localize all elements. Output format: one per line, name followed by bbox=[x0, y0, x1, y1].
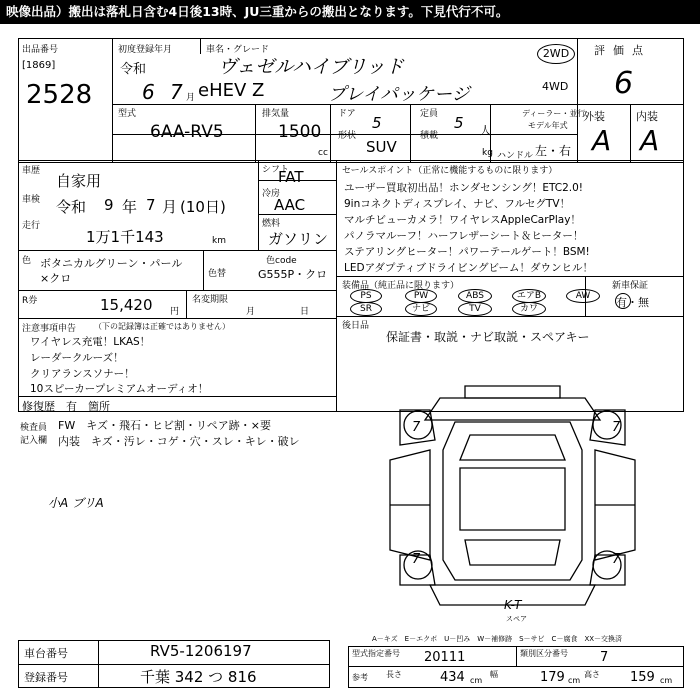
equip-pw: PW bbox=[405, 289, 437, 303]
load-unit: kg bbox=[482, 148, 493, 158]
fuel-label: 燃料 bbox=[262, 219, 281, 229]
length-value: 434 bbox=[440, 670, 465, 685]
doors-value: 5 bbox=[372, 114, 382, 132]
sales-line-5: ステアリングヒーター！パワーテールゲート！BSM! bbox=[344, 246, 590, 258]
equip-abs: ABS bbox=[458, 289, 492, 303]
sales-label: セールスポイント（正常に機能するものに限ります） bbox=[342, 166, 558, 176]
legend-label-1: 検査員 bbox=[20, 423, 48, 433]
length-label: 長さ bbox=[386, 670, 402, 679]
equip-leather: カワ bbox=[512, 302, 546, 316]
width-unit: cm bbox=[568, 676, 581, 685]
equip-airbag: エアB bbox=[512, 289, 546, 303]
doors-label: ドア bbox=[338, 109, 356, 119]
car-package: プレイパッケージ bbox=[328, 84, 470, 105]
score-label: 評価点 bbox=[594, 44, 651, 57]
width-label: 幅 bbox=[490, 670, 498, 679]
load-label: 積載 bbox=[420, 131, 439, 141]
int-label: 内装 bbox=[636, 110, 658, 123]
car-name: ヴェゼルハイブリッド bbox=[218, 56, 404, 78]
ac-label: 冷房 bbox=[262, 189, 281, 199]
model-value: 6AA-RV5 bbox=[150, 122, 224, 142]
type-cert-value: 20111 bbox=[424, 650, 466, 665]
inspection-day: (10日) bbox=[180, 198, 226, 216]
diagram-mark-3: 7 bbox=[412, 552, 421, 567]
lot-code: [1869] bbox=[22, 60, 56, 71]
model-label: 型式 bbox=[118, 109, 137, 119]
recycle-unit: 円 bbox=[170, 307, 180, 317]
ref-label: 参考 bbox=[352, 673, 368, 682]
width-value: 179 bbox=[540, 670, 565, 685]
car-name-label: 車名・グレード bbox=[206, 45, 270, 55]
type-cert-label: 型式指定番号 bbox=[352, 649, 400, 658]
capacity-label: 定員 bbox=[420, 109, 439, 119]
dealer-label: ディーラー・並行 bbox=[522, 109, 586, 118]
model-year-label: モデル年式 bbox=[528, 121, 568, 130]
class-label: 類別区分番号 bbox=[520, 649, 568, 658]
capacity-value: 5 bbox=[454, 114, 464, 132]
plate-value: 千葉 342 つ 816 bbox=[140, 668, 257, 686]
sales-line-2: 9inコネクトディスプレイ、ナビ、フルセグTV！ bbox=[344, 198, 571, 210]
inspection-year-unit: 年 bbox=[122, 198, 138, 216]
equip-ps: PS bbox=[350, 289, 382, 303]
legend-line-2: 内装 キズ・汚レ・コゲ・穴・スレ・キレ・破レ bbox=[58, 435, 300, 448]
notes-line-1: ワイヤレス充電！LKAS！ bbox=[30, 336, 151, 348]
fuel-value: ガソリン bbox=[268, 230, 329, 248]
usage-value: 自家用 bbox=[56, 172, 102, 190]
reg-year: 6 bbox=[142, 80, 155, 104]
reg-month-unit: 月 bbox=[186, 93, 196, 103]
notes-line-2: レーダークルーズ！ bbox=[30, 352, 124, 364]
shape-label: 形状 bbox=[338, 131, 357, 141]
transfer-day-unit: 日 bbox=[300, 307, 310, 317]
sales-line-3: マルチビューカメラ！ワイヤレスAppleCarPlay！ bbox=[344, 214, 581, 226]
notes-sub: （下の記録簿は正確ではありません） bbox=[94, 322, 230, 331]
equip-label: 装備品（純正品に限ります） bbox=[342, 281, 460, 291]
diagram-mark-1: 7 bbox=[412, 420, 421, 435]
color-code-label: 色code bbox=[266, 256, 297, 266]
height-label: 高さ bbox=[584, 670, 600, 679]
transfer-month-unit: 月 bbox=[246, 307, 256, 317]
height-unit: cm bbox=[660, 676, 673, 685]
handle-value: 左・右 bbox=[535, 144, 572, 158]
header-banner: 映像出品）搬出は落札日含む4日後13時、JU三重からの搬出となります。下見代行不可。 bbox=[0, 0, 700, 24]
new-warranty-value: 有・無 bbox=[616, 296, 649, 309]
usage-label: 車歴 bbox=[22, 166, 41, 176]
length-unit: cm bbox=[470, 676, 483, 685]
chassis-value: RV5-1206197 bbox=[150, 642, 252, 660]
hand-note: 小A ブリA bbox=[48, 496, 104, 510]
capacity-unit: 人 bbox=[480, 124, 491, 137]
shape-value: SUV bbox=[366, 138, 397, 156]
disp-unit: cc bbox=[318, 148, 328, 158]
inspection-month: 7 bbox=[146, 196, 156, 214]
color-num-label: 色替 bbox=[208, 269, 227, 279]
sales-line-1: ユーザー買取初出品！ホンダセンシング！ETC2.0! bbox=[344, 182, 584, 194]
plate-label: 登録番号 bbox=[24, 671, 68, 684]
reg-label: 初度登録年月 bbox=[118, 45, 173, 55]
sales-line-6: LEDアダプティブドライビングビーム！ダウンヒル！ bbox=[344, 262, 594, 274]
diagram-mark-4: 7 bbox=[612, 552, 621, 567]
equip-sr: SR bbox=[350, 302, 382, 316]
ext-score: A bbox=[592, 124, 612, 157]
repair-value: 有 箇所 bbox=[66, 400, 110, 413]
score-value: 6 bbox=[614, 66, 634, 101]
handle-label: ハンドル bbox=[497, 151, 534, 161]
car-grade: eHEV Z bbox=[198, 80, 265, 101]
legend-line-1: FW キズ・飛石・ヒビ割・リペア跡・×要 bbox=[58, 419, 271, 432]
sales-line-4: パノラマルーフ！ハーフレザーシート＆ヒーター！ bbox=[344, 230, 584, 242]
spare-tire: K-T bbox=[504, 598, 522, 612]
inspection-label: 車検 bbox=[22, 195, 41, 205]
class-value: 7 bbox=[600, 650, 609, 665]
drive-2wd-circle: 2WD bbox=[537, 44, 575, 64]
chassis-label: 車台番号 bbox=[24, 647, 68, 660]
color-value: ボタニカルグリーン・パール×クロ bbox=[40, 257, 183, 285]
reg-month: 7 bbox=[170, 80, 183, 104]
inspection-era: 令和 bbox=[56, 198, 87, 216]
repair-label: 修復歴 bbox=[22, 400, 55, 413]
notes-label: 注意事項申告 bbox=[22, 324, 77, 334]
ext-label: 外装 bbox=[583, 110, 605, 123]
int-score: A bbox=[640, 124, 660, 157]
notes-line-3: クリアランスソナー！ bbox=[30, 368, 135, 380]
inspection-year: 9 bbox=[104, 196, 114, 214]
mileage-unit: km bbox=[212, 236, 226, 246]
equip-tv: TV bbox=[458, 302, 492, 316]
disp-label: 排気量 bbox=[262, 109, 290, 119]
diagram-mark-2: 7 bbox=[612, 420, 621, 435]
car-damage-diagram bbox=[360, 380, 680, 620]
goods-label: 後日品 bbox=[342, 321, 370, 331]
recycle-label: R券 bbox=[22, 296, 38, 306]
goods-value: 保証書・取説・ナビ取説・スペアキー bbox=[386, 330, 590, 344]
legend-label-2: 記入欄 bbox=[20, 436, 48, 446]
color-code: G555P・クロ bbox=[258, 268, 328, 281]
lot-label: 出品番号 bbox=[22, 45, 59, 55]
equip-navi: ナビ bbox=[405, 302, 437, 316]
reg-era: 令和 bbox=[120, 62, 147, 77]
new-warranty-circle bbox=[615, 293, 631, 309]
recycle-value: 15,420 bbox=[100, 296, 153, 314]
spare-label: スペア bbox=[506, 615, 527, 623]
inspection-month-unit: 月 bbox=[162, 198, 178, 216]
drive-4wd: 4WD bbox=[542, 80, 569, 93]
damage-key: A－キズ E－エクボ U－凹み W－補修跡 S－サビ C－腐食 XX－交換済 bbox=[372, 635, 623, 643]
shift-label: シフト bbox=[262, 165, 290, 175]
lot-number: 2528 bbox=[26, 80, 93, 110]
notes-line-4: 10スピーカープレミアムオーディオ！ bbox=[30, 383, 209, 395]
color-label: 色 bbox=[22, 256, 32, 266]
equip-aw: AW bbox=[566, 289, 600, 303]
shift-value: FAT bbox=[278, 168, 304, 186]
mileage-label: 走行 bbox=[22, 221, 41, 231]
new-warranty-label: 新車保証 bbox=[612, 281, 649, 291]
transfer-label: 名変期限 bbox=[192, 295, 229, 305]
disp-value: 1500 bbox=[278, 122, 322, 142]
height-value: 159 bbox=[630, 670, 655, 685]
mileage-value: 1万1千143 bbox=[86, 228, 164, 246]
ac-value: AAC bbox=[274, 196, 306, 214]
